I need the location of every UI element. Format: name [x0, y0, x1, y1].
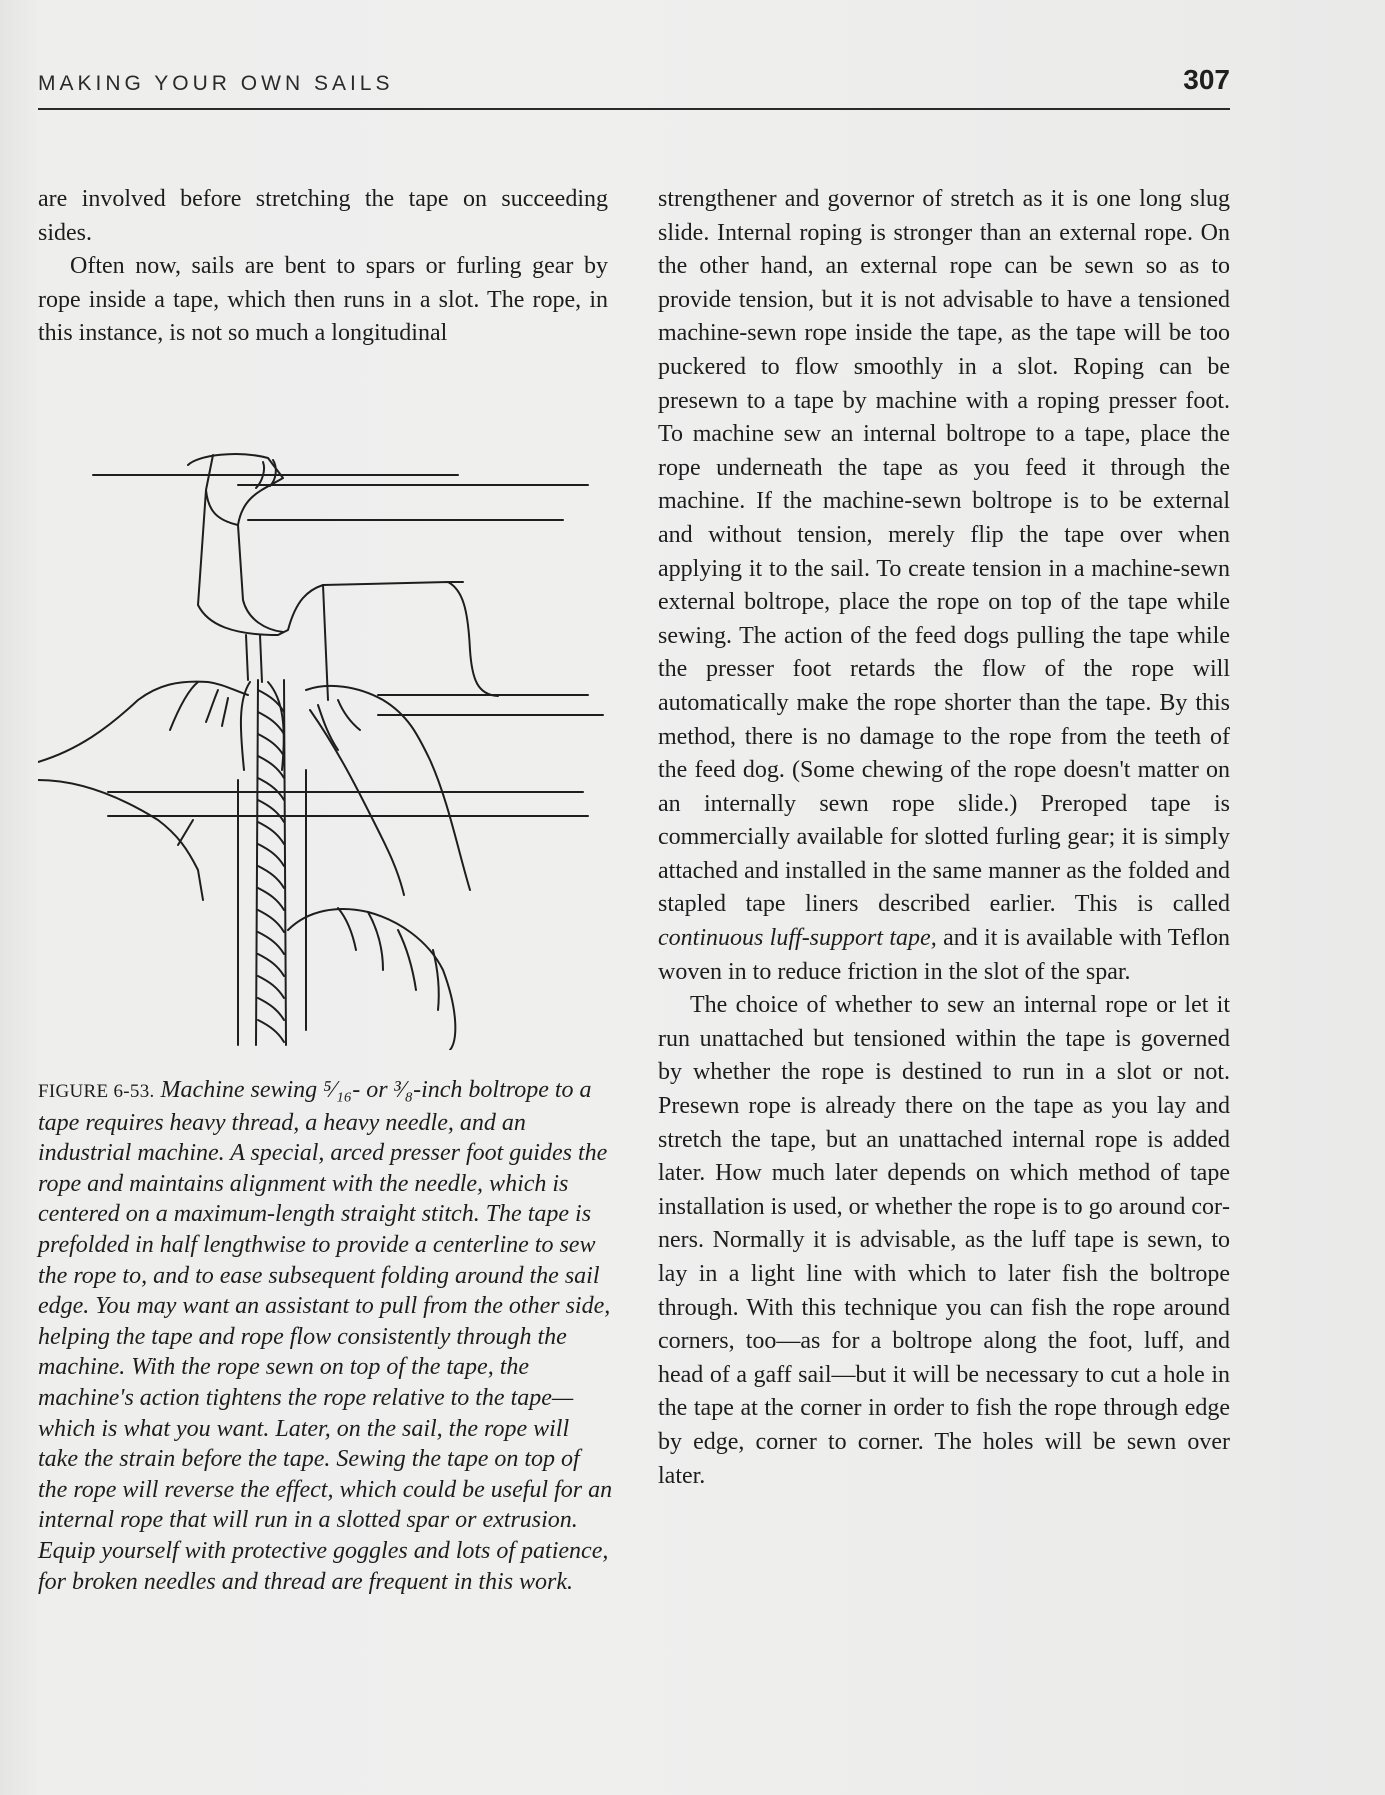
right-paragraph-1-end: and it is available with Teflon woven in to reduce friction in the slot of the spar. — [658, 925, 1231, 985]
figure-label: FIGURE 6-53. — [38, 1081, 155, 1102]
right-paragraph-2: The choice of whether to sew an internal rope or let it run unattached but tensioned within the tape is governed by whether the rope is destined to run in a slot or not. Presewn rope is already there on the tape as you lay and stretch the tape, but an unattached internal rope is added later. How much later depends on which method of tape installation is used, or whether the rope is to go around corners. Normally it is advisable, as the luff tape is sewn, to lay in a light line with which to later fish the boltrope through. With this technique you can fish the rope around corners, too—as for a boltrope along the foot, luff, and head of a gaff sail—but it will be necessary to cut a hole in the tape at the corner in order to fish the rope through edge by edge, corner to corner. The holes will be sewn over later. — [658, 992, 1230, 1489]
page-header — [38, 62, 1230, 110]
figure-6-53-illustration — [38, 450, 608, 1050]
running-head: MAKING YOUR OWN SAILS — [38, 72, 394, 95]
right-paragraph-1 — [658, 183, 1230, 989]
page-number: 307 — [1183, 64, 1230, 95]
term-continuous-luff-support-tape: continuous luff-support tape, — [658, 925, 937, 952]
sewing-machine-drawing — [38, 450, 608, 1050]
figure-caption-text: Machine sewing ⁵⁄₁₆- or ³⁄₈-inch boltrope to a tape requires heavy thread, a heavy needle, and an industrial machine. A special, arced presser foot guides the rope and maintains alignment with the needle, which is centered on a maximum-length straight stitch. The tape is prefolded in half lengthwise to provide a centerline to sew the rope to, and to ease subsequent folding around the sail edge. You may want an assistant to pull from the other side, helping the tape and rope flow consistently through the machine. With the rope sewn on top of the tape, the machine's action tightens the rope relative to the tape—which is what you want. Later, on the sail, the rope will take the strain before the tape. Sewing the tape on top of the rope will reverse the effect, which could be useful for an internal rope that will run in a slotted spar or extrusion. Equip yourself with protective goggles and lots of patience, for broken needles and thread are frequent in this work. — [38, 1077, 613, 1595]
left-paragraph-1: are involved before stretching the tape on succeeding sides. — [38, 186, 608, 246]
left-paragraph-2: Often now, sails are bent to spars or furling gear by rope inside a tape, which then runs in a slot. The rope, in this instance, is not so much a longitudinal — [38, 253, 608, 347]
figure-caption — [38, 1075, 613, 1597]
left-column — [38, 183, 608, 351]
right-column — [658, 183, 1230, 1493]
right-paragraph-1-text: strengthener and governor of stretch as it is one long slug slide. Internal roping is stronger than an external rope. On the other hand, an external rope can be sewn so as to provide tension, but it is not advisable to have a tensioned machine-sewn rope inside the tape, as the tape will be too puckered to flow smoothly in a slot. Roping can be presewn to a tape by machine with a roping presser foot. To machine sew an internal boltrope to a tape, place the rope underneath the tape as you feed it through the machine. If the machine-sewn boltrope is to be external and without tension, merely flip the tape over when applying it to the sail. To create tension in a machine-sewn external boltrope, place the rope on top of the tape while sewing. The action of the feed dogs pulling the tape while the presser foot retards the flow of the rope will automatically make the rope shorter than the tape. By this method, there is no damage to the rope from the teeth of the feed dog. (Some chewing of the rope doesn't matter on an internally sewn rope slide.) Preroped tape is commercially available for slotted furling gear; it is simply attached and installed in the same manner as the folded and stapled tape liners described earlier. This is called — [658, 186, 1230, 918]
